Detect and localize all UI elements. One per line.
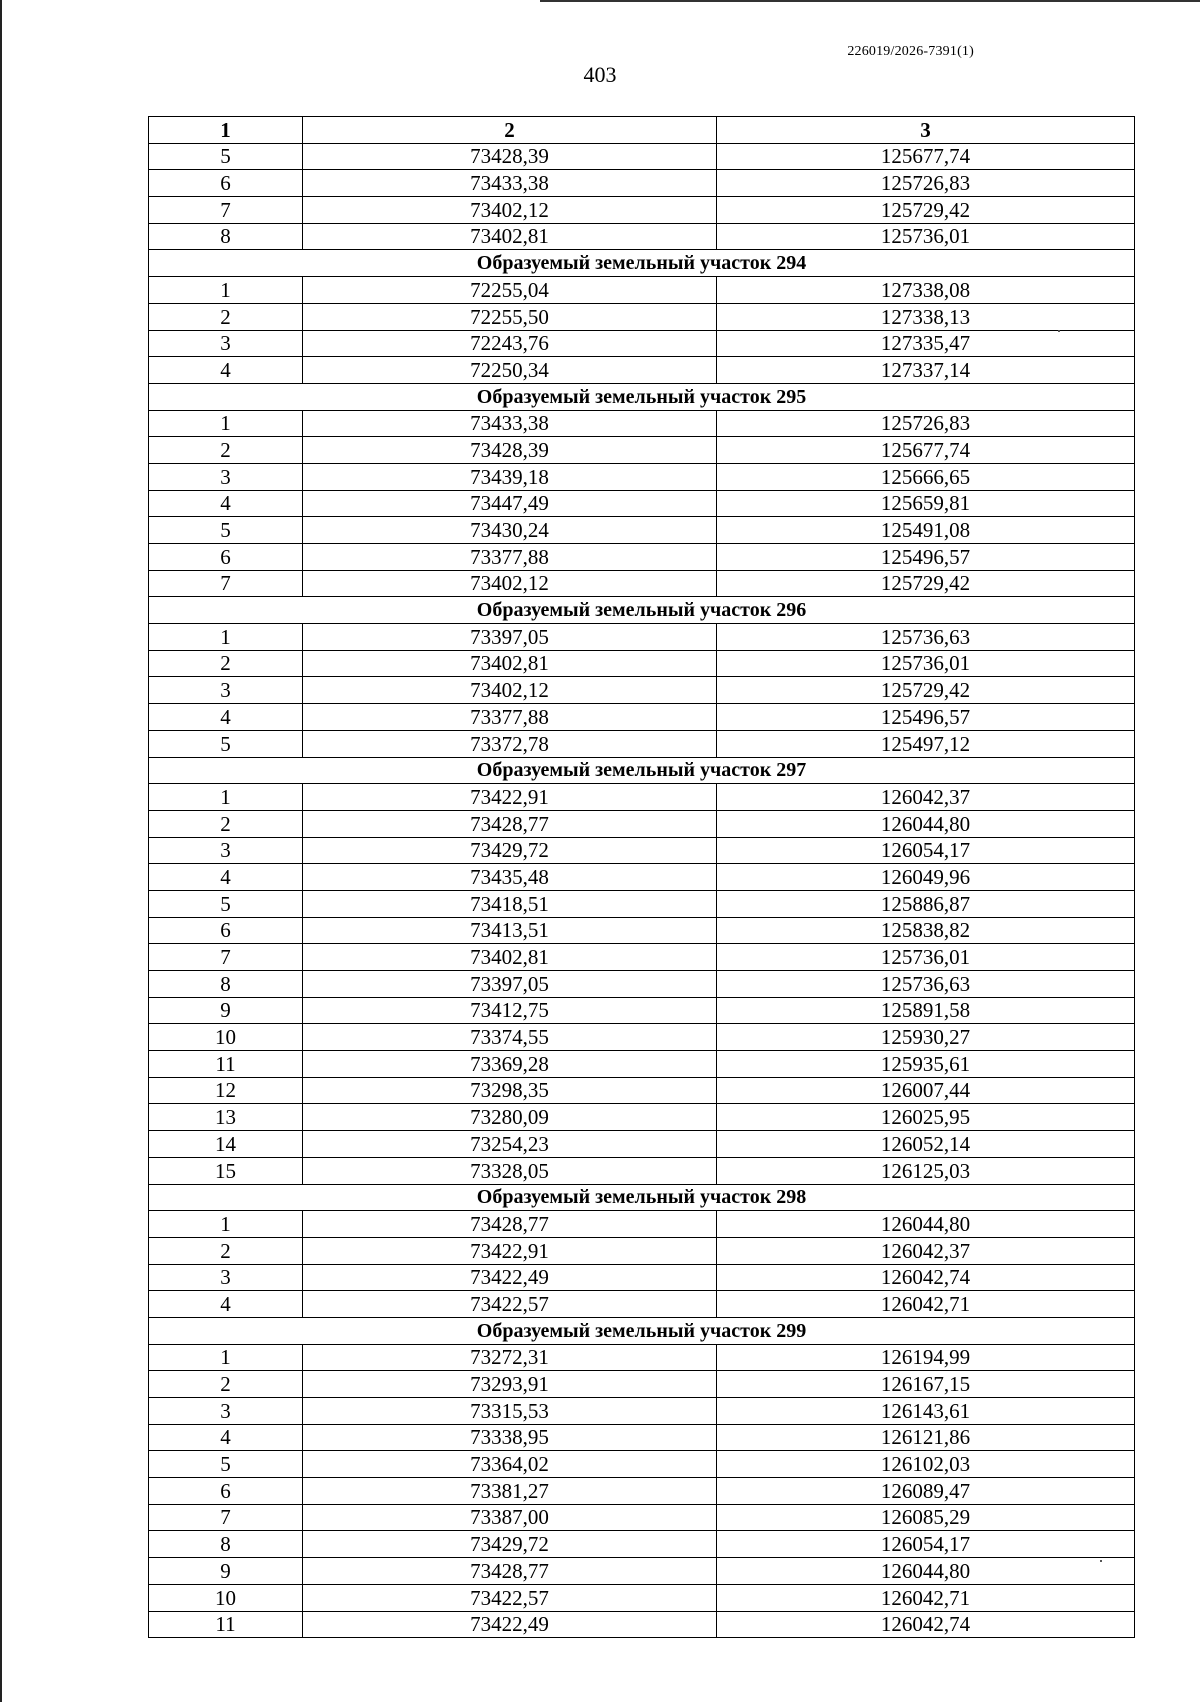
point-number: 5	[149, 517, 303, 544]
table-row	[149, 1611, 1135, 1638]
coord-y: 125736,01	[717, 223, 1135, 250]
coord-x: 73413,51	[303, 917, 717, 944]
coord-x: 73433,38	[303, 410, 717, 437]
coord-y: 126194,99	[717, 1344, 1135, 1371]
coord-x: 73422,57	[303, 1291, 717, 1318]
coord-y: 126102,03	[717, 1451, 1135, 1478]
coord-x: 73377,88	[303, 544, 717, 571]
coord-y: 125729,42	[717, 197, 1135, 224]
coord-y: 126125,03	[717, 1157, 1135, 1184]
point-number: 1	[149, 410, 303, 437]
coord-y: 125935,61	[717, 1051, 1135, 1078]
table-row	[149, 650, 1135, 677]
coord-x: 73422,49	[303, 1264, 717, 1291]
table-row	[149, 517, 1135, 544]
point-number: 3	[149, 1398, 303, 1425]
table-header-row	[149, 117, 1135, 144]
point-number: 4	[149, 1424, 303, 1451]
coord-y: 126049,96	[717, 864, 1135, 891]
coordinates-table	[148, 116, 1135, 1638]
coord-y: 125736,01	[717, 650, 1135, 677]
point-number: 2	[149, 650, 303, 677]
point-number: 2	[149, 810, 303, 837]
coord-x: 73422,49	[303, 1611, 717, 1638]
page-number: 403	[583, 62, 617, 87]
coord-x: 73402,12	[303, 677, 717, 704]
coord-y: 125736,01	[717, 944, 1135, 971]
coord-y: 126042,74	[717, 1611, 1135, 1638]
coord-x: 73429,72	[303, 837, 717, 864]
coord-x: 73397,05	[303, 624, 717, 651]
section-header-row	[149, 757, 1135, 784]
coord-y: 126054,17	[717, 837, 1135, 864]
coord-y: 126085,29	[717, 1504, 1135, 1531]
coord-y: 126044,80	[717, 810, 1135, 837]
coord-y: 125729,42	[717, 570, 1135, 597]
table-row	[149, 864, 1135, 891]
table-row	[149, 143, 1135, 170]
section-title: Образуемый земельный участок 296	[149, 597, 1135, 624]
table-row	[149, 277, 1135, 304]
coord-x: 72255,50	[303, 303, 717, 330]
table-row	[149, 1157, 1135, 1184]
table-row	[149, 1237, 1135, 1264]
table-row	[149, 1451, 1135, 1478]
coord-y: 126143,61	[717, 1398, 1135, 1425]
point-number: 11	[149, 1051, 303, 1078]
point-number: 1	[149, 784, 303, 811]
coord-x: 73298,35	[303, 1077, 717, 1104]
table-row	[149, 570, 1135, 597]
point-number: 5	[149, 890, 303, 917]
coord-y: 126042,37	[717, 1237, 1135, 1264]
table-row	[149, 1264, 1135, 1291]
coord-y: 125736,63	[717, 971, 1135, 998]
section-title: Образуемый земельный участок 298	[149, 1184, 1135, 1211]
point-number: 7	[149, 570, 303, 597]
coord-y: 125497,12	[717, 730, 1135, 757]
table-row	[149, 971, 1135, 998]
table-row	[149, 1584, 1135, 1611]
point-number: 4	[149, 864, 303, 891]
coord-x: 73272,31	[303, 1344, 717, 1371]
coord-x: 73428,39	[303, 143, 717, 170]
coord-y: 126167,15	[717, 1371, 1135, 1398]
table-row	[149, 730, 1135, 757]
coord-x: 73402,81	[303, 944, 717, 971]
coord-y: 125930,27	[717, 1024, 1135, 1051]
coord-y: 125886,87	[717, 890, 1135, 917]
coord-x: 73377,88	[303, 704, 717, 731]
table-row	[149, 1398, 1135, 1425]
point-number: 1	[149, 1211, 303, 1238]
point-number: 9	[149, 997, 303, 1024]
section-title: Образуемый земельный участок 294	[149, 250, 1135, 277]
coord-y: 125736,63	[717, 624, 1135, 651]
point-number: 11	[149, 1611, 303, 1638]
coord-x: 73428,39	[303, 437, 717, 464]
table-row	[149, 1478, 1135, 1505]
section-header-row	[149, 250, 1135, 277]
table-row	[149, 170, 1135, 197]
point-number: 12	[149, 1077, 303, 1104]
table-row	[149, 1104, 1135, 1131]
coord-y: 125726,83	[717, 410, 1135, 437]
coord-x: 73402,12	[303, 197, 717, 224]
point-number: 3	[149, 837, 303, 864]
point-number: 14	[149, 1131, 303, 1158]
table-row	[149, 463, 1135, 490]
coord-y: 126042,71	[717, 1291, 1135, 1318]
point-number: 10	[149, 1024, 303, 1051]
coord-y: 126044,80	[717, 1558, 1135, 1585]
table-row	[149, 437, 1135, 464]
coord-x: 73402,81	[303, 650, 717, 677]
point-number: 8	[149, 223, 303, 250]
coord-x: 73422,57	[303, 1584, 717, 1611]
coord-x: 73439,18	[303, 463, 717, 490]
coord-y: 126042,74	[717, 1264, 1135, 1291]
point-number: 9	[149, 1558, 303, 1585]
section-title: Образуемый земельный участок 297	[149, 757, 1135, 784]
header-col-3: 3	[717, 117, 1135, 144]
document-id: 226019/2026-7391(1)	[847, 44, 974, 59]
coord-x: 73428,77	[303, 1558, 717, 1585]
point-number: 8	[149, 971, 303, 998]
point-number: 8	[149, 1531, 303, 1558]
table-row	[149, 1051, 1135, 1078]
table-row	[149, 303, 1135, 330]
coord-x: 73374,55	[303, 1024, 717, 1051]
table-row	[149, 357, 1135, 384]
coord-y: 126007,44	[717, 1077, 1135, 1104]
point-number: 6	[149, 1478, 303, 1505]
point-number: 6	[149, 917, 303, 944]
scan-speck	[1058, 330, 1060, 332]
coord-y: 127338,08	[717, 277, 1135, 304]
coord-y: 125838,82	[717, 917, 1135, 944]
coord-y: 126121,86	[717, 1424, 1135, 1451]
coord-x: 73418,51	[303, 890, 717, 917]
coord-x: 72255,04	[303, 277, 717, 304]
table-row	[149, 1531, 1135, 1558]
point-number: 7	[149, 944, 303, 971]
table-row	[149, 890, 1135, 917]
coord-x: 73397,05	[303, 971, 717, 998]
point-number: 3	[149, 330, 303, 357]
coord-y: 125677,74	[717, 143, 1135, 170]
section-header-row	[149, 383, 1135, 410]
coord-x: 73381,27	[303, 1478, 717, 1505]
section-header-row	[149, 1184, 1135, 1211]
table-row	[149, 1344, 1135, 1371]
coord-x: 72243,76	[303, 330, 717, 357]
coord-y: 126042,71	[717, 1584, 1135, 1611]
table-row	[149, 917, 1135, 944]
coord-x: 73412,75	[303, 997, 717, 1024]
coord-x: 73280,09	[303, 1104, 717, 1131]
point-number: 1	[149, 624, 303, 651]
point-number: 1	[149, 1344, 303, 1371]
table-row	[149, 677, 1135, 704]
coord-x: 73430,24	[303, 517, 717, 544]
coord-x: 73422,91	[303, 784, 717, 811]
table-row	[149, 1131, 1135, 1158]
table-row	[149, 837, 1135, 864]
table-row	[149, 197, 1135, 224]
point-number: 2	[149, 1371, 303, 1398]
scan-speck	[1100, 1560, 1102, 1562]
coord-x: 73402,81	[303, 223, 717, 250]
coord-y: 125729,42	[717, 677, 1135, 704]
point-number: 5	[149, 143, 303, 170]
point-number: 5	[149, 1451, 303, 1478]
coord-x: 73372,78	[303, 730, 717, 757]
table-row	[149, 1424, 1135, 1451]
point-number: 7	[149, 197, 303, 224]
coord-x: 72250,34	[303, 357, 717, 384]
table-row	[149, 1504, 1135, 1531]
point-number: 2	[149, 1237, 303, 1264]
section-header-row	[149, 1317, 1135, 1344]
header-col-2: 2	[303, 117, 717, 144]
section-title: Образуемый земельный участок 299	[149, 1317, 1135, 1344]
point-number: 10	[149, 1584, 303, 1611]
coord-x: 73422,91	[303, 1237, 717, 1264]
point-number: 1	[149, 277, 303, 304]
coord-x: 73433,38	[303, 170, 717, 197]
point-number: 3	[149, 1264, 303, 1291]
coord-x: 73328,05	[303, 1157, 717, 1184]
scan-top-rule	[540, 0, 1200, 2]
coord-x: 73387,00	[303, 1504, 717, 1531]
point-number: 6	[149, 170, 303, 197]
coord-y: 126025,95	[717, 1104, 1135, 1131]
coord-y: 126089,47	[717, 1478, 1135, 1505]
coord-x: 73369,28	[303, 1051, 717, 1078]
point-number: 4	[149, 1291, 303, 1318]
coord-x: 73338,95	[303, 1424, 717, 1451]
table-row	[149, 1558, 1135, 1585]
coord-y: 125496,57	[717, 704, 1135, 731]
table-row	[149, 544, 1135, 571]
coord-x: 73315,53	[303, 1398, 717, 1425]
table-row	[149, 810, 1135, 837]
coord-y: 125659,81	[717, 490, 1135, 517]
coord-y: 126044,80	[717, 1211, 1135, 1238]
table-row	[149, 1371, 1135, 1398]
coord-y: 125891,58	[717, 997, 1135, 1024]
table-row	[149, 784, 1135, 811]
section-title: Образуемый земельный участок 295	[149, 383, 1135, 410]
point-number: 3	[149, 677, 303, 704]
table-row	[149, 944, 1135, 971]
coord-y: 126052,14	[717, 1131, 1135, 1158]
table-row	[149, 490, 1135, 517]
point-number: 3	[149, 463, 303, 490]
table-row	[149, 223, 1135, 250]
coord-y: 127335,47	[717, 330, 1135, 357]
table-row	[149, 1077, 1135, 1104]
point-number: 4	[149, 704, 303, 731]
coord-x: 73429,72	[303, 1531, 717, 1558]
coord-y: 125677,74	[717, 437, 1135, 464]
header-col-1: 1	[149, 117, 303, 144]
coord-x: 73364,02	[303, 1451, 717, 1478]
coord-x: 73428,77	[303, 810, 717, 837]
point-number: 2	[149, 303, 303, 330]
table-row	[149, 1291, 1135, 1318]
point-number: 5	[149, 730, 303, 757]
section-header-row	[149, 597, 1135, 624]
table-row	[149, 1211, 1135, 1238]
coord-x: 73293,91	[303, 1371, 717, 1398]
table-row	[149, 997, 1135, 1024]
coord-y: 127338,13	[717, 303, 1135, 330]
coord-x: 73447,49	[303, 490, 717, 517]
coord-y: 125726,83	[717, 170, 1135, 197]
point-number: 2	[149, 437, 303, 464]
point-number: 4	[149, 357, 303, 384]
table-row	[149, 410, 1135, 437]
point-number: 4	[149, 490, 303, 517]
table-row	[149, 1024, 1135, 1051]
coord-y: 125666,65	[717, 463, 1135, 490]
coord-x: 73254,23	[303, 1131, 717, 1158]
point-number: 7	[149, 1504, 303, 1531]
coord-y: 125491,08	[717, 517, 1135, 544]
scan-left-edge	[0, 0, 2, 1702]
table-row	[149, 624, 1135, 651]
coord-y: 125496,57	[717, 544, 1135, 571]
coord-x: 73435,48	[303, 864, 717, 891]
coord-y: 126054,17	[717, 1531, 1135, 1558]
coord-x: 73428,77	[303, 1211, 717, 1238]
table-row	[149, 704, 1135, 731]
coord-x: 73402,12	[303, 570, 717, 597]
table-row	[149, 330, 1135, 357]
point-number: 15	[149, 1157, 303, 1184]
table-body	[149, 143, 1135, 1638]
coord-y: 126042,37	[717, 784, 1135, 811]
coord-y: 127337,14	[717, 357, 1135, 384]
point-number: 6	[149, 544, 303, 571]
point-number: 13	[149, 1104, 303, 1131]
